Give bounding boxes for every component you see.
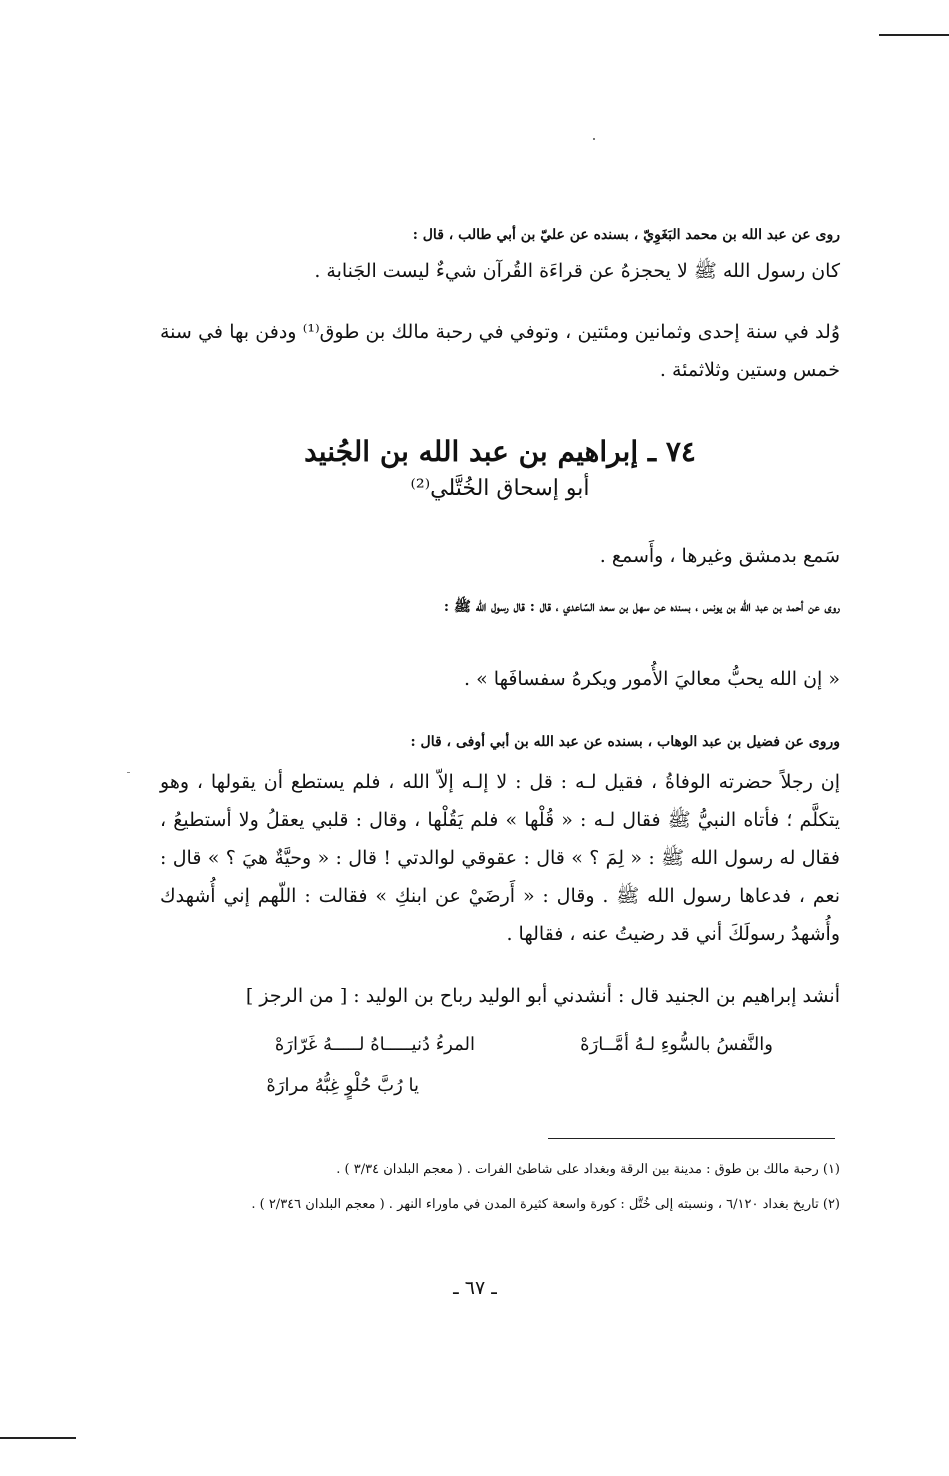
- poem-hemistich: والنَّفسُ بالسُّوءِ لـهُ أمَّــارَهْ: [580, 1034, 773, 1055]
- entry-heading: [160, 432, 840, 506]
- entry-subtitle: أبو إسحاق الخُتَّلي⁽²⁾: [410, 476, 590, 501]
- footnote-rule: [548, 1138, 835, 1139]
- page-number: ـ ٦٧ ـ: [453, 1277, 497, 1299]
- hadith-text: « إن الله يحبُّ معاليَ الأُمور ويكرهُ سفسافَها » .: [464, 668, 840, 690]
- scan-speck: [593, 138, 595, 140]
- biography-paragraph: وُلد في سنة إحدى وثمانين ومئتين ، وتوفي في رحبة مالك بن طوق⁽¹⁾ ودفن بها في سنة خمس وستين وثلاثمئة .: [160, 321, 840, 381]
- narration-line: روى عن عبد الله بن محمد البَغَوِيّ ، بسنده عن عليّ بن أبي طالب ، قال :: [412, 227, 840, 243]
- footnote: (١) رحبة مالك بن طوق : مدينة بين الرقة وبغداد على شاطئ الفرات . ( معجم البلدان ٣/٣٤ ) .: [336, 1162, 840, 1177]
- biography-paragraph: سَمع بدمشق وغيرها ، وأَسمع .: [599, 545, 840, 567]
- footer-rule: [0, 1437, 76, 1439]
- hadith-text: كان رسول الله ﷺ لا يحجزهُ عن قراءَة القُرآن شيءٌ ليست الجَنابة .: [314, 260, 840, 282]
- scan-speck: [127, 772, 130, 773]
- poem-intro: أنشد إبراهيم بن الجنيد قال : أنشدني أبو الوليد رباح بن الوليد : [ من الرجز ]: [245, 985, 840, 1007]
- narration-line: وروى عن فضيل بن عبد الوهاب ، بسنده عن عبد الله بن أبي أوفى ، قال :: [410, 734, 840, 750]
- entry-title: ٧٤ ـ إبراهيم بن عبد الله بن الجُنيد: [304, 435, 696, 468]
- header-rule: [879, 34, 949, 36]
- hadith-story: إن رجلاً حضرته الوفاةُ ، فقيل لـه : قل : لا إلـه إلاّ الله ، فلم يستطع أن يقولها ، وهو يتكلَّم ؛ فأتاه النبيُّ ﷺ فقال لـه : « قُلْها » فلم يَقُلْها ، وقال : قلبي يعقلُ ولا أستطيعُ ، فقال له رسول الله ﷺ : « لِمَ ؟ » قال : عقوقي لوالدتي ! قال : « وحيَّةٌ هيَ ؟ » قال : نعم ، فدعاها رسول الله ﷺ . وقال : « أَرضَيْ عن ابنكِ » فقالت : اللّهم إني أُشهدك وأُشهدُ رسولَكَ أني قد رضيتُ عنه ، فقالها .: [160, 771, 840, 945]
- poem-hemistich: يا رُبَّ حُلْوٍ غِبُّهُ مرارَهْ: [266, 1075, 419, 1096]
- narration-line: روى عن أحمد بن عبد الله بن يونس ، بسنده عن سهل بن سعد السّاعدي ، قال : قال رسول الله ﷺ :: [443, 599, 840, 615]
- poem-hemistich: المرءُ دُنيـــــاهُ لـــــهُ غَرّارَهْ: [274, 1034, 475, 1055]
- footnote: (٢) تاريخ بغداد ٦/١٢٠ ، ونسبته إلى خُتَّل : كورة واسعة كثيرة المدن في ماوراء النهر . ( معجم البلدان ٢/٣٤٦ ) .: [251, 1197, 840, 1212]
